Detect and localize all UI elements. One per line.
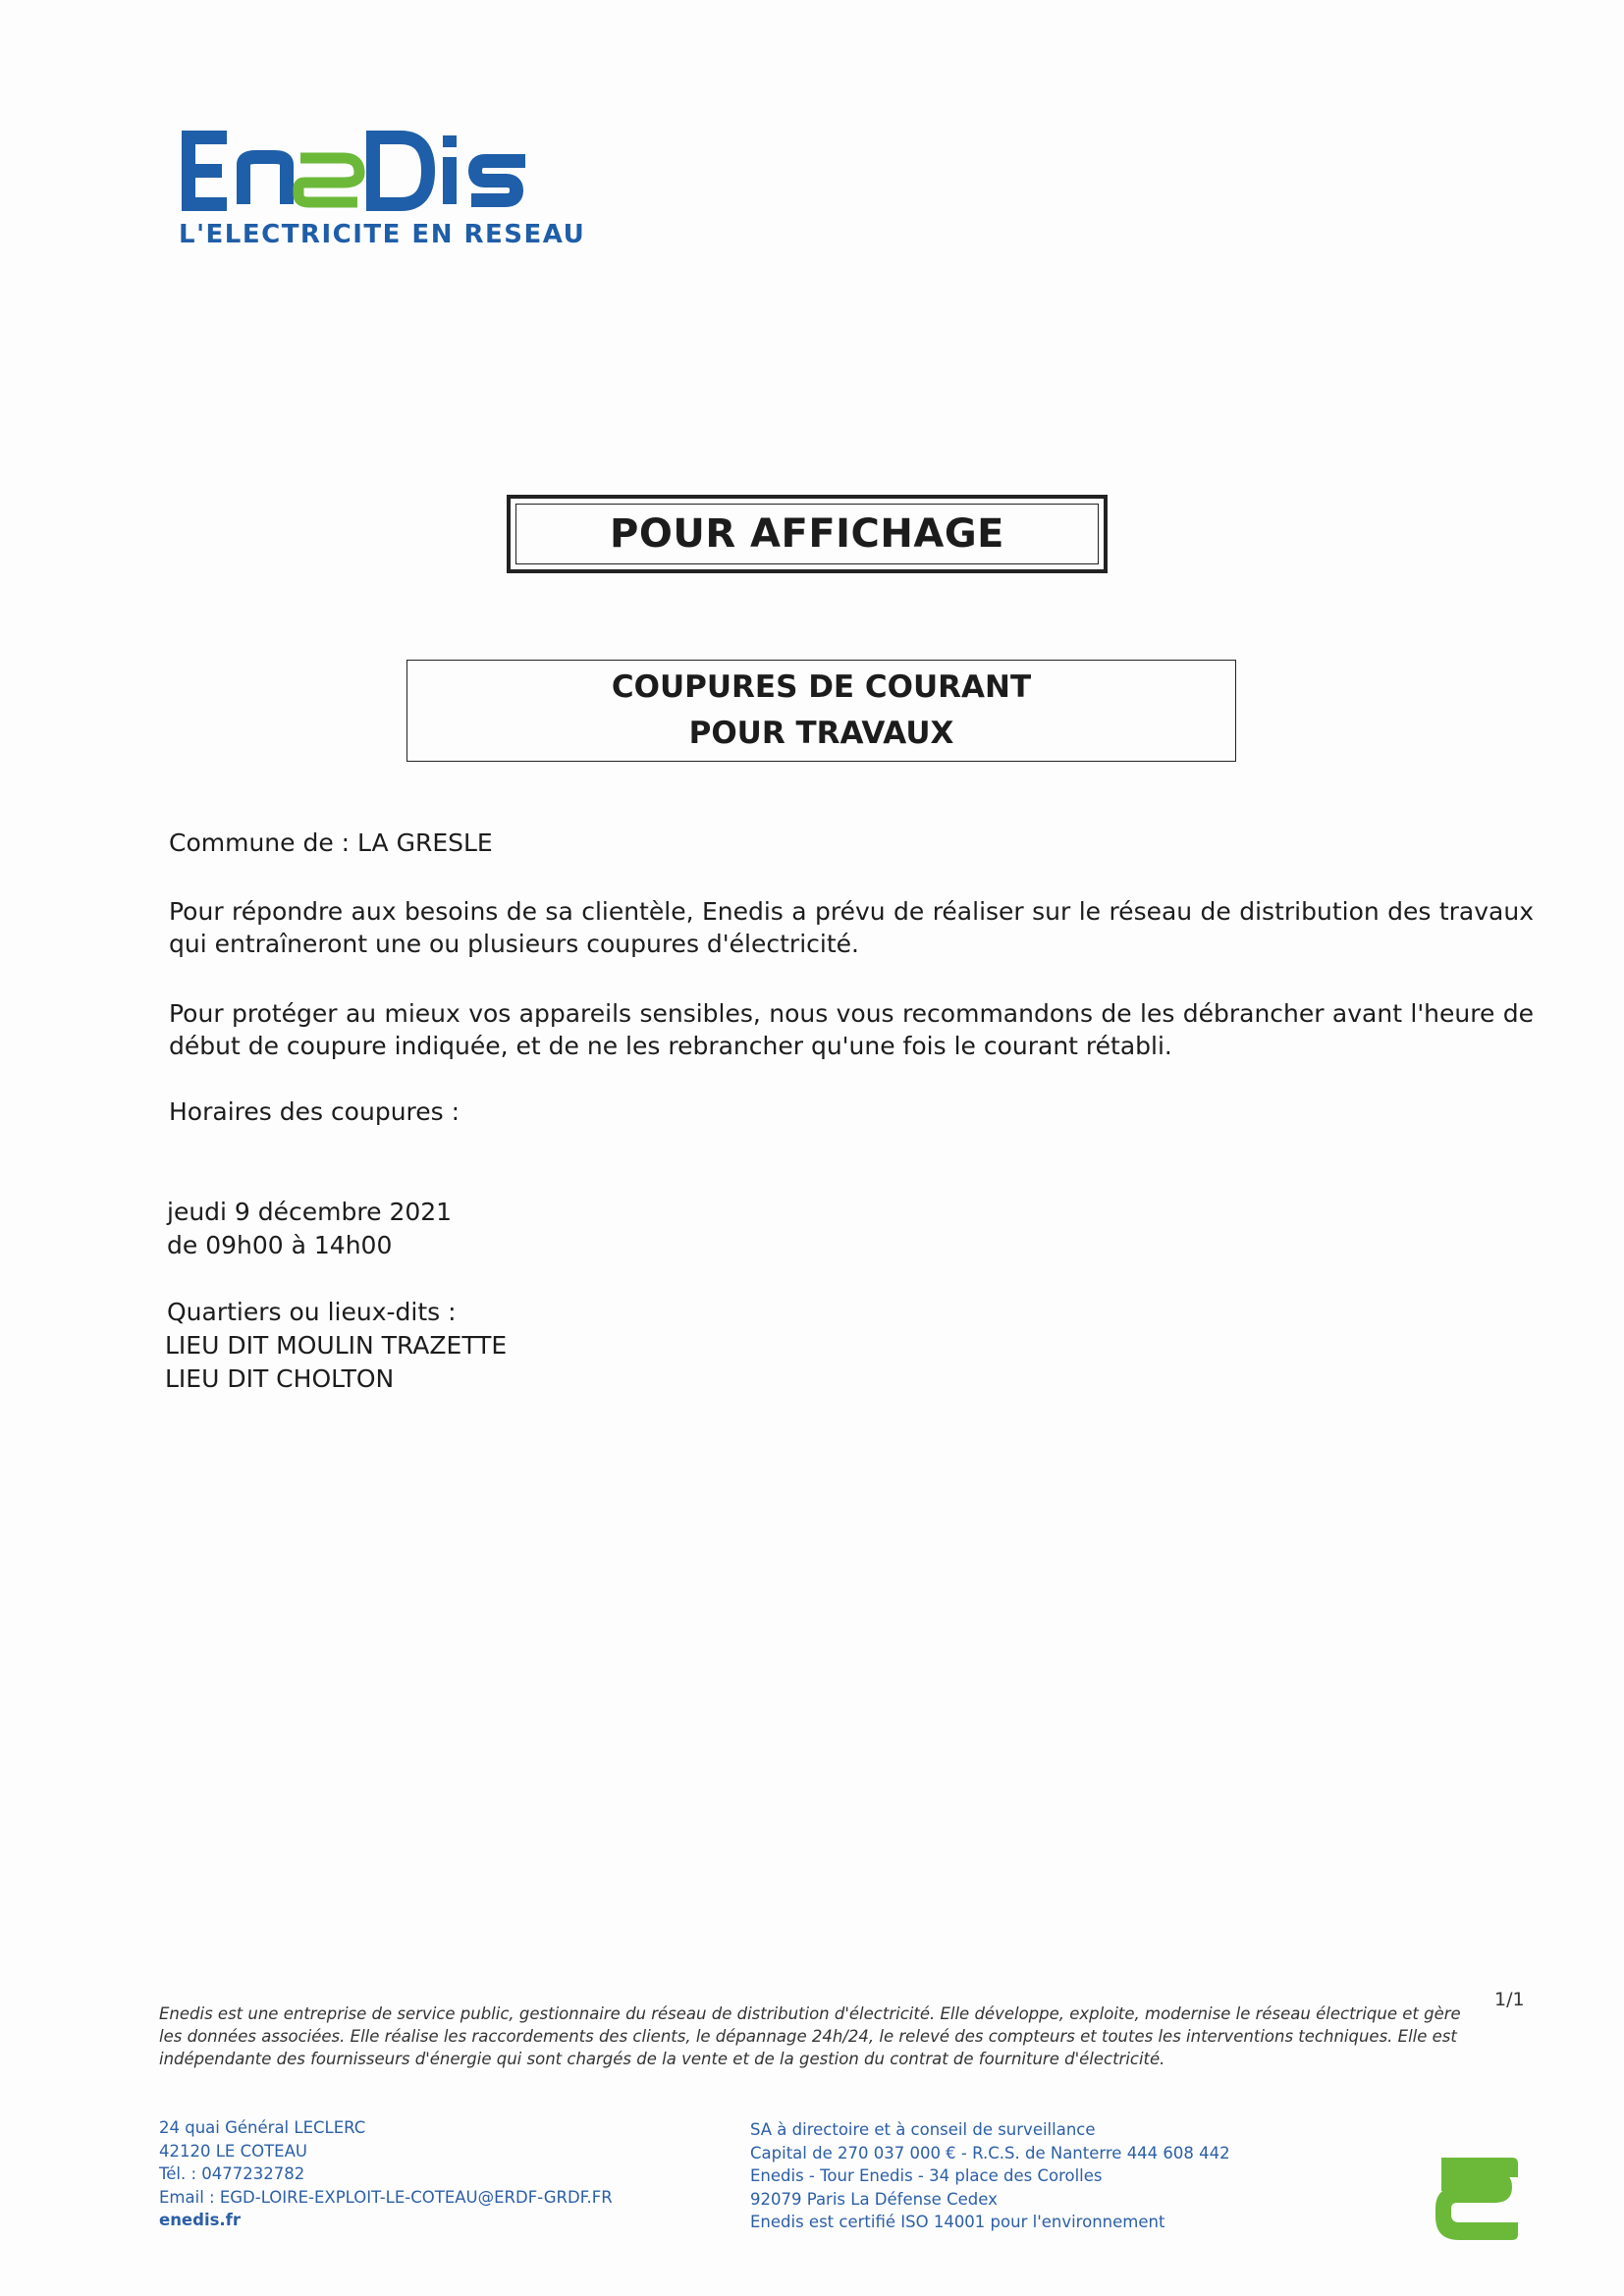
- address-street: 24 quai Général LECLERC: [159, 2118, 366, 2137]
- location-item: LIEU DIT CHOLTON: [165, 1364, 395, 1393]
- subtitle-line-1: COUPURES DE COURANT: [611, 669, 1032, 705]
- website-link[interactable]: enedis.fr: [159, 2211, 241, 2229]
- page-number: 1/1: [1494, 1989, 1525, 2010]
- address-email: Email : EGD-LOIRE-EXPLOIT-LE-COTEAU@ERDF-GRDF.FR: [159, 2187, 613, 2207]
- footer-address: [159, 2116, 748, 2232]
- location-item: LIEU DIT MOULIN TRAZETTE: [165, 1331, 508, 1360]
- locations-label: Quartiers ou lieux-dits :: [167, 1298, 457, 1326]
- address-phone: Tél. : 0477232782: [159, 2164, 305, 2183]
- footer-legal: [750, 2118, 1339, 2234]
- legal-line: Enedis - Tour Enedis - 34 place des Corolles: [750, 2166, 1103, 2185]
- legal-line: SA à directoire et à conseil de surveillance: [750, 2120, 1096, 2139]
- company-disclaimer: Enedis est une entreprise de service public, gestionnaire du réseau de distribution d'électricité. Elle développe, exploite, modernise le réseau électrique et gère les données associées. Elle réalise les raccordements des clients, le dépannage 24h/24, le relevé des compteurs et toutes les interventions techniques. Elle est indépendante des fournisseurs d'énergie qui sont chargés de la vente et de la gestion du contrat de fourniture d'électricité.: [159, 2004, 1461, 2068]
- outage-time: de 09h00 à 14h00: [167, 1231, 393, 1259]
- commune-line: Commune de : LA GRESLE: [169, 828, 493, 857]
- subtitle-box: [406, 660, 1236, 762]
- legal-line: Capital de 270 037 000 € - R.C.S. de Nanterre 444 608 442: [750, 2143, 1230, 2163]
- brand-tagline: L'ELECTRICITE EN RESEAU: [179, 220, 586, 249]
- subtitle-line-2: POUR TRAVAUX: [688, 716, 954, 751]
- title-box: [507, 495, 1108, 573]
- enedis-logo: [177, 126, 586, 253]
- address-city: 42120 LE COTEAU: [159, 2141, 307, 2161]
- intro-paragraph: Pour répondre aux besoins de sa clientèle, Enedis a prévu de réaliser sur le réseau de distribution des travaux qui entraîneront une ou plusieurs coupures d'électricité.: [169, 897, 1534, 958]
- legal-line: Enedis est certifié ISO 14001 pour l'environnement: [750, 2213, 1165, 2231]
- outage-date: jeudi 9 décembre 2021: [167, 1198, 453, 1226]
- page-title: POUR AFFICHAGE: [515, 504, 1099, 564]
- enedis-wordmark: [177, 126, 540, 216]
- advice-paragraph: Pour protéger au mieux vos appareils sensibles, nous vous recommandons de les débrancher avant l'heure de début de coupure indiquée, et de ne les rebrancher qu'une fois le courant rétabli.: [169, 999, 1534, 1060]
- schedule-heading: Horaires des coupures :: [169, 1097, 460, 1126]
- enedis-e-icon: [1435, 2158, 1518, 2240]
- legal-line: 92079 Paris La Défense Cedex: [750, 2189, 998, 2209]
